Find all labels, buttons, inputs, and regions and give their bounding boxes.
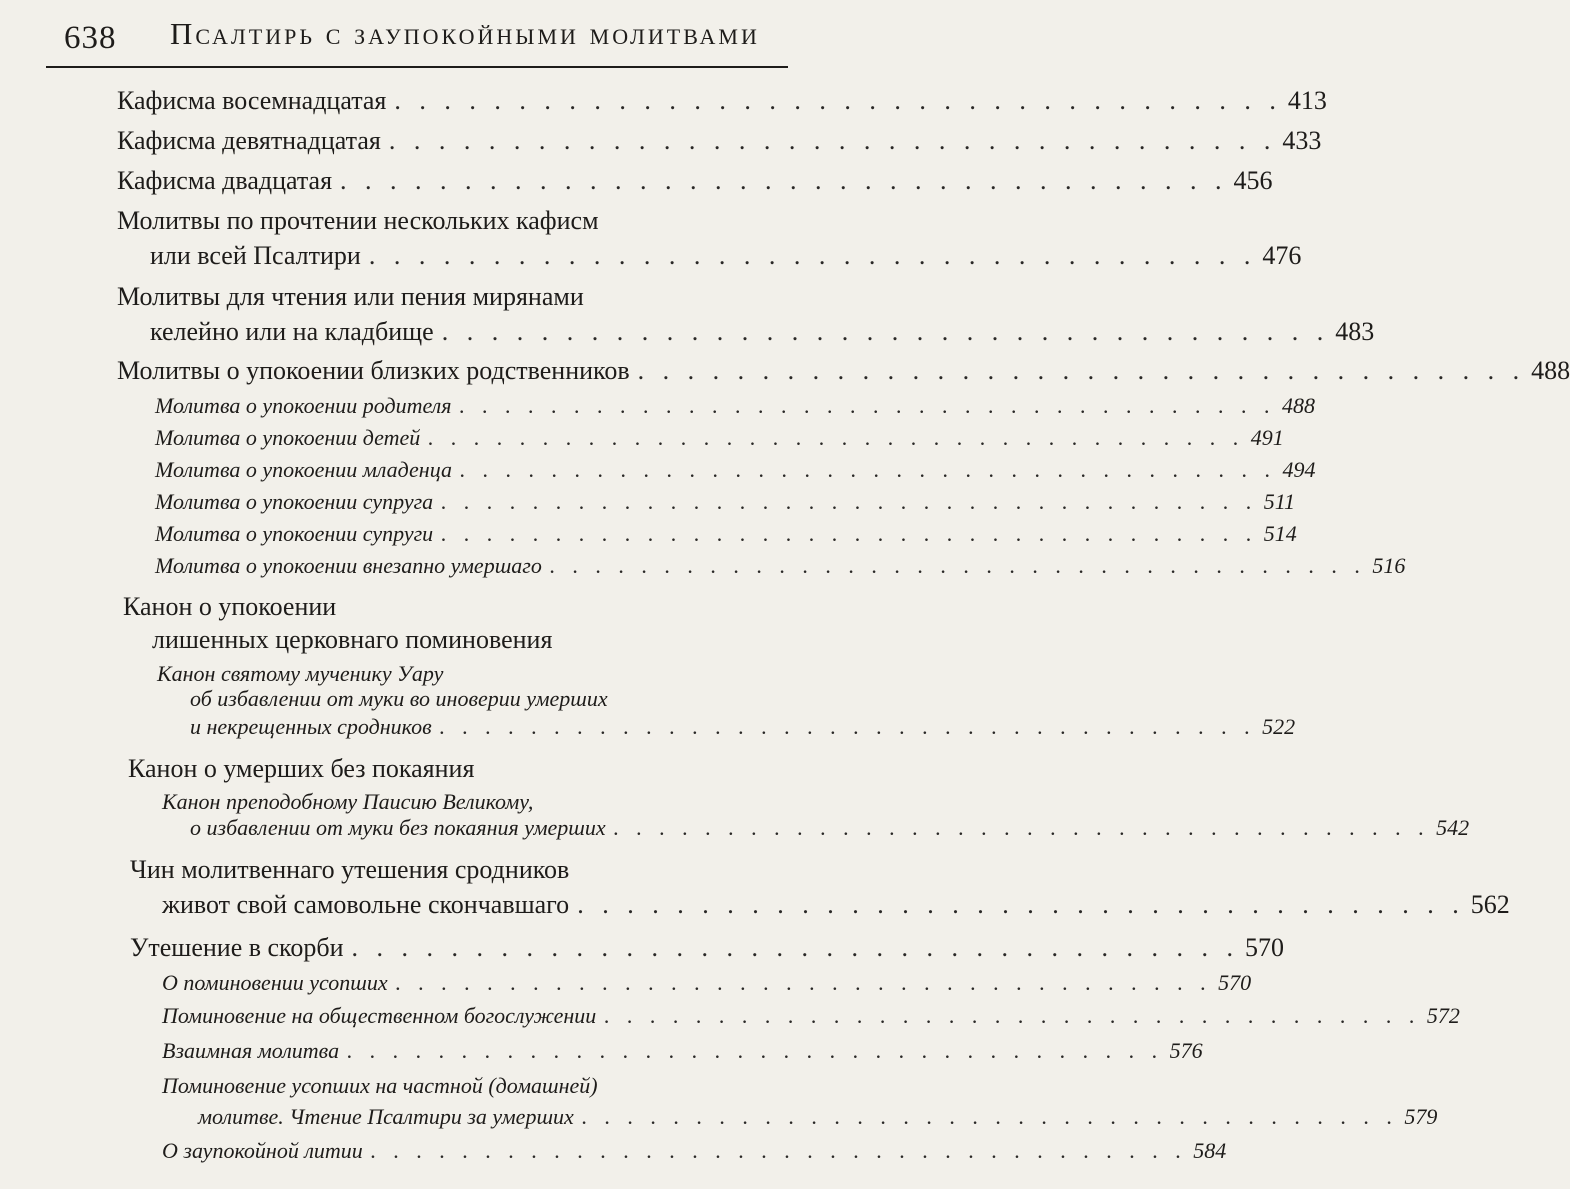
toc-subentry: О заупокойной литии . . . . . . . . . . . . . . . . . . . . . . . . . . . . . . . . . . . . 584 bbox=[162, 1138, 1227, 1163]
toc-subentry: О поминовении усопших . . . . . . . . . . . . . . . . . . . . . . . . . . . . . . . . . . . . 570 bbox=[162, 970, 1252, 995]
running-header bbox=[46, 8, 781, 62]
toc-subentry-line1: Поминовение усопших на частной (домашней) bbox=[162, 1073, 598, 1098]
toc-entry-line1: Молитвы для чтения или пения мирянами bbox=[117, 282, 584, 311]
toc-subentry: Молитва о упокоении младенца . . . . . . . . . . . . . . . . . . . . . . . . . . . . . . . . . . . . 494 bbox=[155, 457, 1316, 482]
toc-subentry: Молитва о упокоении внезапно умершаго . . . . . . . . . . . . . . . . . . . . . . . . . . . . . . . . . . . . 516 bbox=[155, 553, 1406, 578]
dot-leader: . . . . . . . . . . . . . . . . . . . . . . . . . . . . . . . . . . . . bbox=[370, 1138, 1188, 1163]
toc-entry: Кафисма двадцатая . . . . . . . . . . . . . . . . . . . . . . . . . . . . . . . . . . . . 456 bbox=[117, 166, 1273, 195]
page-number: 638 bbox=[64, 20, 117, 56]
toc-page: 413 bbox=[1287, 86, 1327, 115]
toc-page: 456 bbox=[1233, 166, 1273, 195]
toc-subentry: молитве. Чтение Псалтири за умерших . . . . . . . . . . . . . . . . . . . . . . . . . . . . . . . . . . . . 579 bbox=[198, 1104, 1438, 1129]
toc-entry: келейно или на кладбище . . . . . . . . . . . . . . . . . . . . . . . . . . . . . . . . . . . . 483 bbox=[150, 317, 1375, 346]
toc-entry: живот свой самовольне скончавшаго . . . . . . . . . . . . . . . . . . . . . . . . . . . . . . . . . . . . 562 bbox=[162, 890, 1510, 919]
toc-entry: Кафисма восемнадцатая . . . . . . . . . . . . . . . . . . . . . . . . . . . . . . . . . . . . 413 bbox=[117, 86, 1327, 115]
toc-page: 522 bbox=[1262, 714, 1296, 739]
toc-subentry-line2: об избавлении от муки во иноверии умерших bbox=[190, 686, 608, 711]
toc-subentry: Молитва о упокоении родителя . . . . . . . . . . . . . . . . . . . . . . . . . . . . . . . . . . . . 488 bbox=[155, 393, 1316, 418]
toc-subentry-line1: Канон преподобному Паисию Великому, bbox=[162, 789, 534, 814]
toc-page: 483 bbox=[1335, 317, 1375, 346]
dot-leader: . . . . . . . . . . . . . . . . . . . . . . . . . . . . . . . . . . . . bbox=[581, 1104, 1399, 1129]
dot-leader: . . . . . . . . . . . . . . . . . . . . . . . . . . . . . . . . . . . . bbox=[441, 521, 1258, 546]
toc-entry-line1: Молитвы по прочтении нескольких кафисм bbox=[117, 206, 599, 235]
dot-leader: . . . . . . . . . . . . . . . . . . . . . . . . . . . . . . . . . . . . bbox=[368, 241, 1257, 270]
toc-page: 572 bbox=[1426, 1003, 1460, 1028]
toc-entry: Канон о умерших без покаяния bbox=[128, 754, 475, 783]
toc-entry: Утешение в скорби . . . . . . . . . . . . . . . . . . . . . . . . . . . . . . . . . . . . 570 bbox=[130, 933, 1285, 962]
running-title: Псалтирь с заупокойными молитвами bbox=[170, 16, 760, 51]
toc-page: 584 bbox=[1193, 1138, 1227, 1163]
dot-leader: . . . . . . . . . . . . . . . . . . . . . . . . . . . . . . . . . . . . bbox=[394, 86, 1282, 115]
toc-page: 562 bbox=[1470, 890, 1510, 919]
toc-page: 516 bbox=[1372, 553, 1406, 578]
toc-entry: Молитвы о упокоении близких родственников . . . . . . . . . . . . . . . . . . . . . . . . . . . . . . . . . . . . 488 bbox=[117, 356, 1570, 385]
header-rule bbox=[46, 66, 788, 68]
dot-leader: . . . . . . . . . . . . . . . . . . . . . . . . . . . . . . . . . . . . bbox=[613, 815, 1431, 840]
dot-leader: . . . . . . . . . . . . . . . . . . . . . . . . . . . . . . . . . . . . bbox=[428, 425, 1245, 450]
toc-page: 433 bbox=[1282, 126, 1322, 155]
toc-subentry: Взаимная молитва . . . . . . . . . . . . . . . . . . . . . . . . . . . . . . . . . . . . 576 bbox=[162, 1038, 1203, 1063]
dot-leader: . . . . . . . . . . . . . . . . . . . . . . . . . . . . . . . . . . . . bbox=[388, 126, 1277, 155]
toc-page: 476 bbox=[1262, 241, 1302, 270]
dot-leader: . . . . . . . . . . . . . . . . . . . . . . . . . . . . . . . . . . . . bbox=[441, 317, 1330, 346]
toc-entry: или всей Псалтири . . . . . . . . . . . . . . . . . . . . . . . . . . . . . . . . . . . . 476 bbox=[150, 241, 1302, 270]
toc-entry-line2: лишенных церковнаго поминовения bbox=[152, 625, 553, 654]
dot-leader: . . . . . . . . . . . . . . . . . . . . . . . . . . . . . . . . . . . . bbox=[441, 489, 1258, 514]
dot-leader: . . . . . . . . . . . . . . . . . . . . . . . . . . . . . . . . . . . . bbox=[549, 553, 1367, 578]
dot-leader: . . . . . . . . . . . . . . . . . . . . . . . . . . . . . . . . . . . . bbox=[637, 356, 1526, 385]
toc-subentry: о избавлении от муки без покаяния умерших . . . . . . . . . . . . . . . . . . . . . . . . . . . . . . . . . . . . 542 bbox=[190, 815, 1470, 840]
toc-subentry: и некрещенных сродников . . . . . . . . . . . . . . . . . . . . . . . . . . . . . . . . . . . . 522 bbox=[190, 714, 1296, 739]
toc-entry-line1: Чин молитвеннаго утешения сродников bbox=[130, 855, 570, 884]
toc-page: 579 bbox=[1404, 1104, 1438, 1129]
toc-subentry: Молитва о упокоении супруга . . . . . . . . . . . . . . . . . . . . . . . . . . . . . . . . . . . . 511 bbox=[155, 489, 1296, 514]
dot-leader: . . . . . . . . . . . . . . . . . . . . . . . . . . . . . . . . . . . . bbox=[395, 970, 1213, 995]
dot-leader: . . . . . . . . . . . . . . . . . . . . . . . . . . . . . . . . . . . . bbox=[439, 714, 1257, 739]
toc-subentry: Молитва о упокоении детей . . . . . . . . . . . . . . . . . . . . . . . . . . . . . . . . . . . . 491 bbox=[155, 425, 1284, 450]
toc-page: 491 bbox=[1250, 425, 1284, 450]
toc-subentry: Молитва о упокоении супруги . . . . . . . . . . . . . . . . . . . . . . . . . . . . . . . . . . . . 514 bbox=[155, 521, 1297, 546]
toc-page: 494 bbox=[1282, 457, 1316, 482]
dot-leader: . . . . . . . . . . . . . . . . . . . . . . . . . . . . . . . . . . . . bbox=[340, 166, 1228, 195]
toc-page: 514 bbox=[1263, 521, 1297, 546]
dot-leader: . . . . . . . . . . . . . . . . . . . . . . . . . . . . . . . . . . . . bbox=[460, 457, 1277, 482]
toc-page: 576 bbox=[1169, 1038, 1203, 1063]
toc-page: 570 bbox=[1218, 970, 1252, 995]
dot-leader: . . . . . . . . . . . . . . . . . . . . . . . . . . . . . . . . . . . . bbox=[351, 933, 1240, 962]
toc-page: 488 bbox=[1282, 393, 1316, 418]
toc-subentry-line1: Канон святому мученику Уару bbox=[157, 661, 444, 686]
toc-page: 542 bbox=[1436, 815, 1470, 840]
toc-page: 511 bbox=[1263, 489, 1296, 514]
toc-entry-line1: Канон о упокоении bbox=[123, 592, 337, 621]
toc-page: 488 bbox=[1531, 356, 1570, 385]
dot-leader: . . . . . . . . . . . . . . . . . . . . . . . . . . . . . . . . . . . . bbox=[347, 1038, 1164, 1063]
dot-leader: . . . . . . . . . . . . . . . . . . . . . . . . . . . . . . . . . . . . bbox=[604, 1003, 1421, 1028]
toc-entry: Кафисма девятнадцатая . . . . . . . . . . . . . . . . . . . . . . . . . . . . . . . . . . . . 433 bbox=[117, 126, 1322, 155]
dot-leader: . . . . . . . . . . . . . . . . . . . . . . . . . . . . . . . . . . . . bbox=[577, 890, 1465, 919]
toc-subentry: Поминовение на общественном богослужении . . . . . . . . . . . . . . . . . . . . . . . . . . . . . . . . . . . . 572 bbox=[162, 1003, 1460, 1028]
toc-page: 570 bbox=[1245, 933, 1285, 962]
dot-leader: . . . . . . . . . . . . . . . . . . . . . . . . . . . . . . . . . . . . bbox=[459, 393, 1277, 418]
